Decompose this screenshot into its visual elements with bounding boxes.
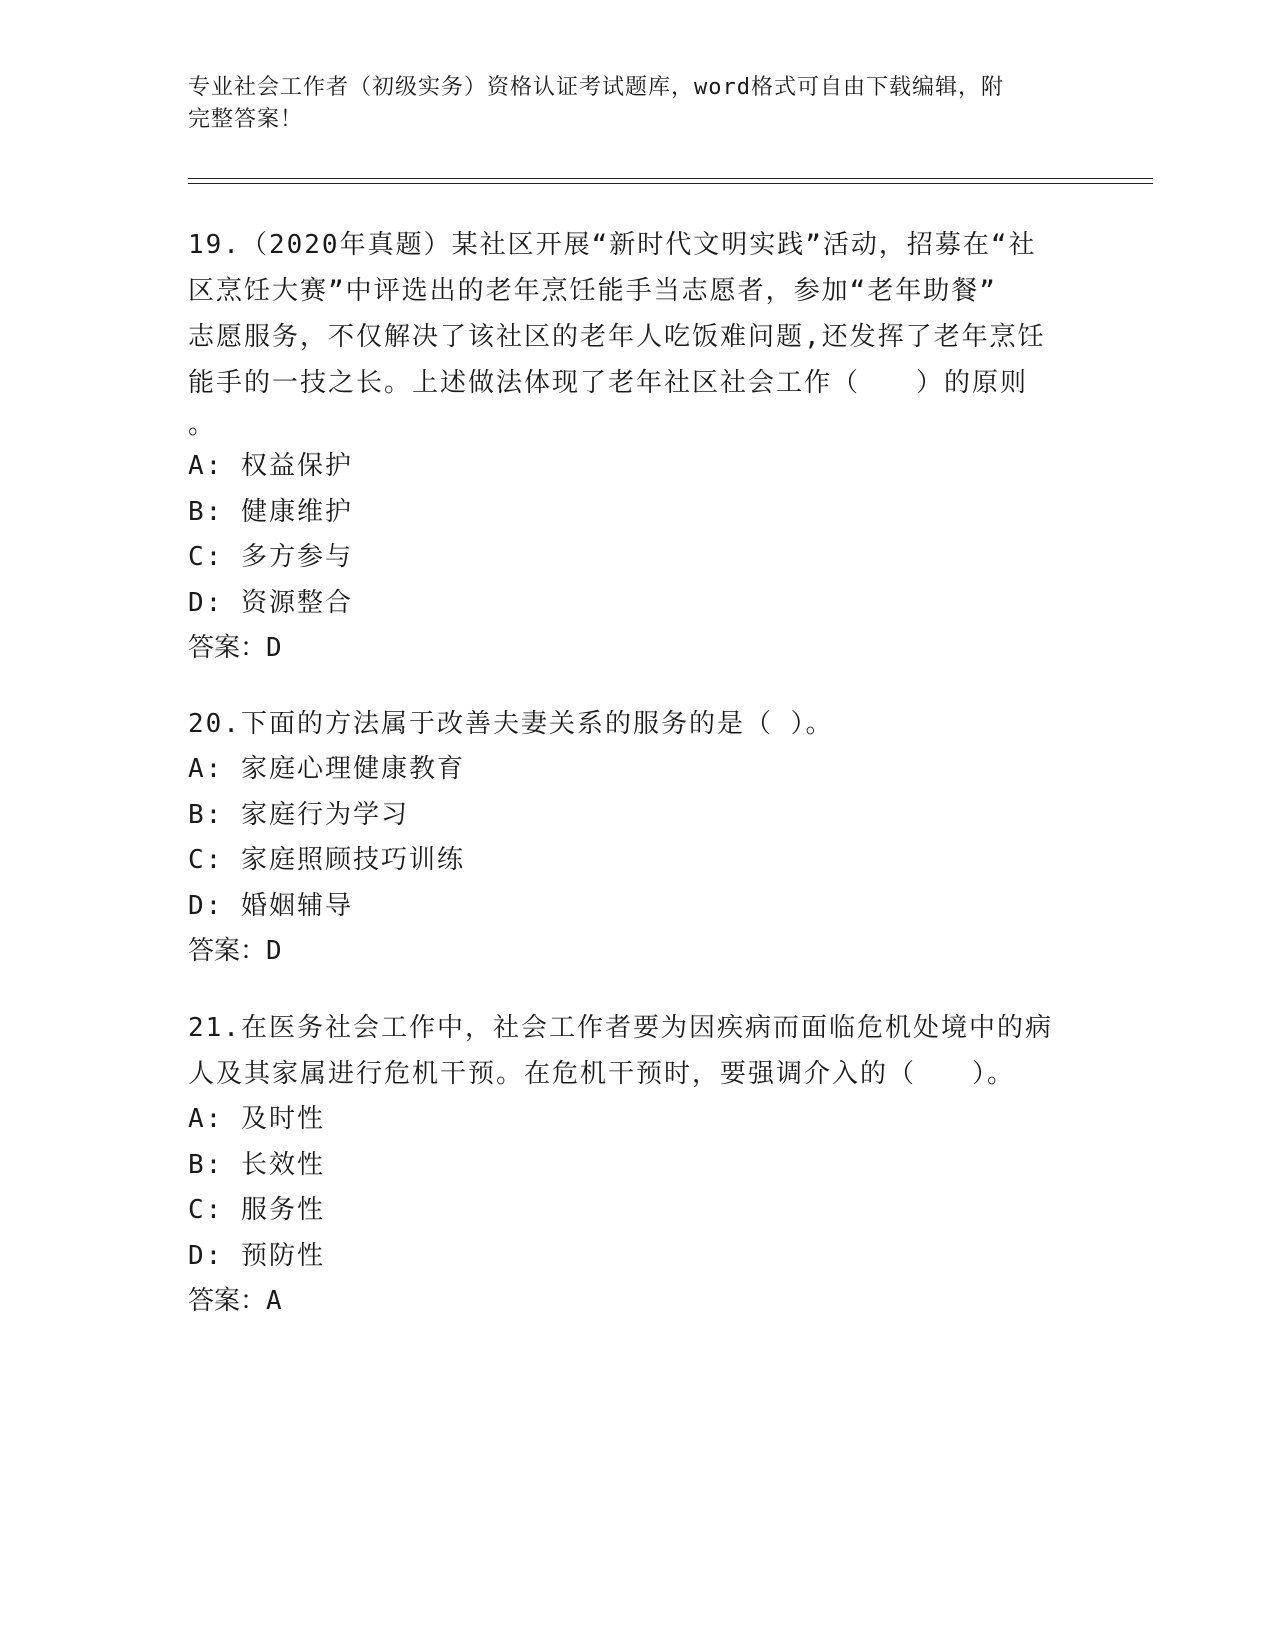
question-text: 20.下面的方法属于改善夫妻关系的服务的是（ ）。 [188, 709, 834, 739]
question-text: 区烹饪大赛”中评选出的老年烹饪能手当志愿者，参加“老年助餐” [188, 276, 997, 306]
option-c: C: 服务性 [188, 1195, 325, 1225]
option-b: B: 长效性 [188, 1149, 325, 1180]
option-c: C: 多方参与 [188, 542, 353, 572]
answer-label: 答案： [188, 936, 267, 966]
answer-value: D [266, 633, 284, 663]
question-19 [188, 222, 1088, 670]
option-d: D: 资源整合 [188, 587, 353, 618]
answer [188, 1279, 1088, 1323]
header-divider-top [188, 178, 1153, 179]
option-a: A: 及时性 [188, 1104, 325, 1134]
answer-label: 答案： [188, 633, 267, 663]
question-text: 19.（2020年真题）某社区开展“新时代文明实践”活动，招募在“社 [188, 230, 1037, 260]
option-c: C: 家庭照顾技巧训练 [188, 845, 465, 875]
option-b: B: 健康维护 [188, 496, 353, 527]
option-d: D: 预防性 [188, 1240, 325, 1271]
question-text: 志愿服务，不仅解决了该社区的老年人吃饭难问题,还发挥了老年烹饪 [188, 322, 1046, 352]
answer-value: D [266, 936, 284, 966]
answer [188, 626, 1088, 670]
page-header [188, 72, 1068, 136]
question-text: 能手的一技之长。上述做法体现了老年社区社会工作（ ）的原则 [188, 368, 1029, 398]
header-line-2: 完整答案！ [188, 107, 304, 132]
answer-value: A [266, 1286, 284, 1316]
question-20 [188, 701, 1088, 973]
option-b: B: 家庭行为学习 [188, 799, 409, 830]
option-a: A: 权益保护 [188, 451, 353, 481]
question-21 [188, 1005, 1088, 1323]
question-text: 人及其家属进行危机干预。在危机干预时，要强调介入的（ ）。 [188, 1059, 1016, 1089]
question-text: 21.在医务社会工作中，社会工作者要为因疾病而面临危机处境中的病 [188, 1013, 1053, 1043]
answer-label: 答案： [188, 1286, 267, 1316]
answer [188, 929, 1088, 973]
option-a: A: 家庭心理健康教育 [188, 754, 465, 784]
header-line-1: 专业社会工作者（初级实务）资格认证考试题库，word格式可自由下载编辑，附 [188, 75, 1004, 100]
header-divider-bottom [188, 183, 1153, 184]
option-d: D: 婚姻辅导 [188, 890, 353, 921]
question-text-tail: 。 [188, 410, 217, 440]
